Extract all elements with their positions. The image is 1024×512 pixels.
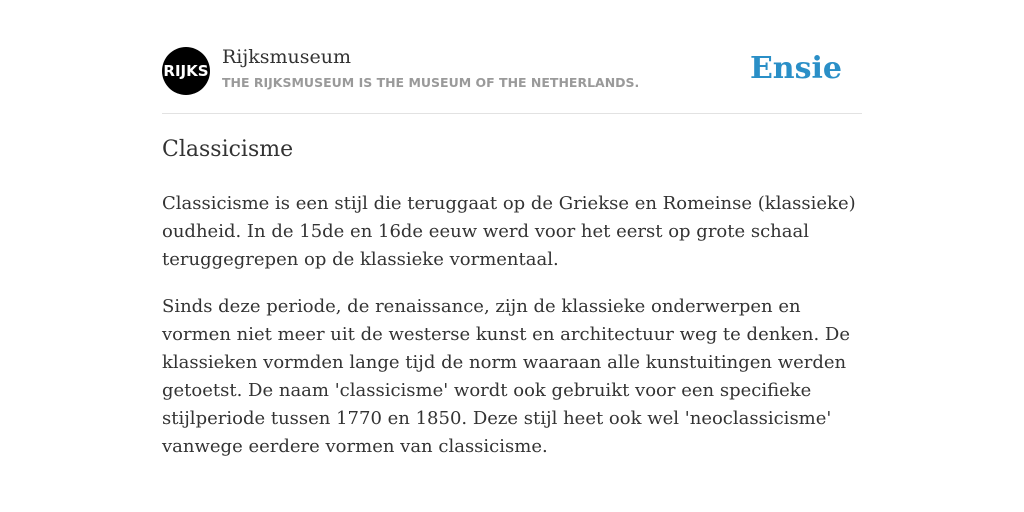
source-name[interactable]: Rijksmuseum — [222, 46, 352, 68]
divider — [162, 113, 862, 114]
rijksmuseum-logo[interactable]: RIJKS — [162, 47, 210, 95]
header — [162, 46, 862, 96]
ensie-logo[interactable]: Ensie — [749, 51, 842, 86]
article-body — [162, 190, 862, 480]
article-title: Classicisme — [162, 137, 294, 162]
source-tagline: THE RIJKSMUSEUM IS THE MUSEUM OF THE NETHERLANDS. — [222, 75, 640, 90]
article-paragraph: Sinds deze periode, de renaissance, zijn de klassieke onderwerpen en vormen niet meer uit de westerse kunst en architectuur weg te denken. De klassieken vormden lange tijd de norm waaraan alle kunstuitingen werden getoetst. De naam 'classicisme' wordt ook gebruikt voor een specifieke stijlperiode tussen 1770 en 1850. Deze stijl heet ook wel 'neoclassicisme' vanwege eerdere vormen van classicisme. — [162, 296, 850, 457]
article-paragraph: Classicisme is een stijl die teruggaat op de Griekse en Romeinse (klassieke) oudheid. In de 15de en 16de eeuw werd voor het eerst op grote schaal teruggegrepen op de klassieke vormentaal. — [162, 193, 856, 270]
